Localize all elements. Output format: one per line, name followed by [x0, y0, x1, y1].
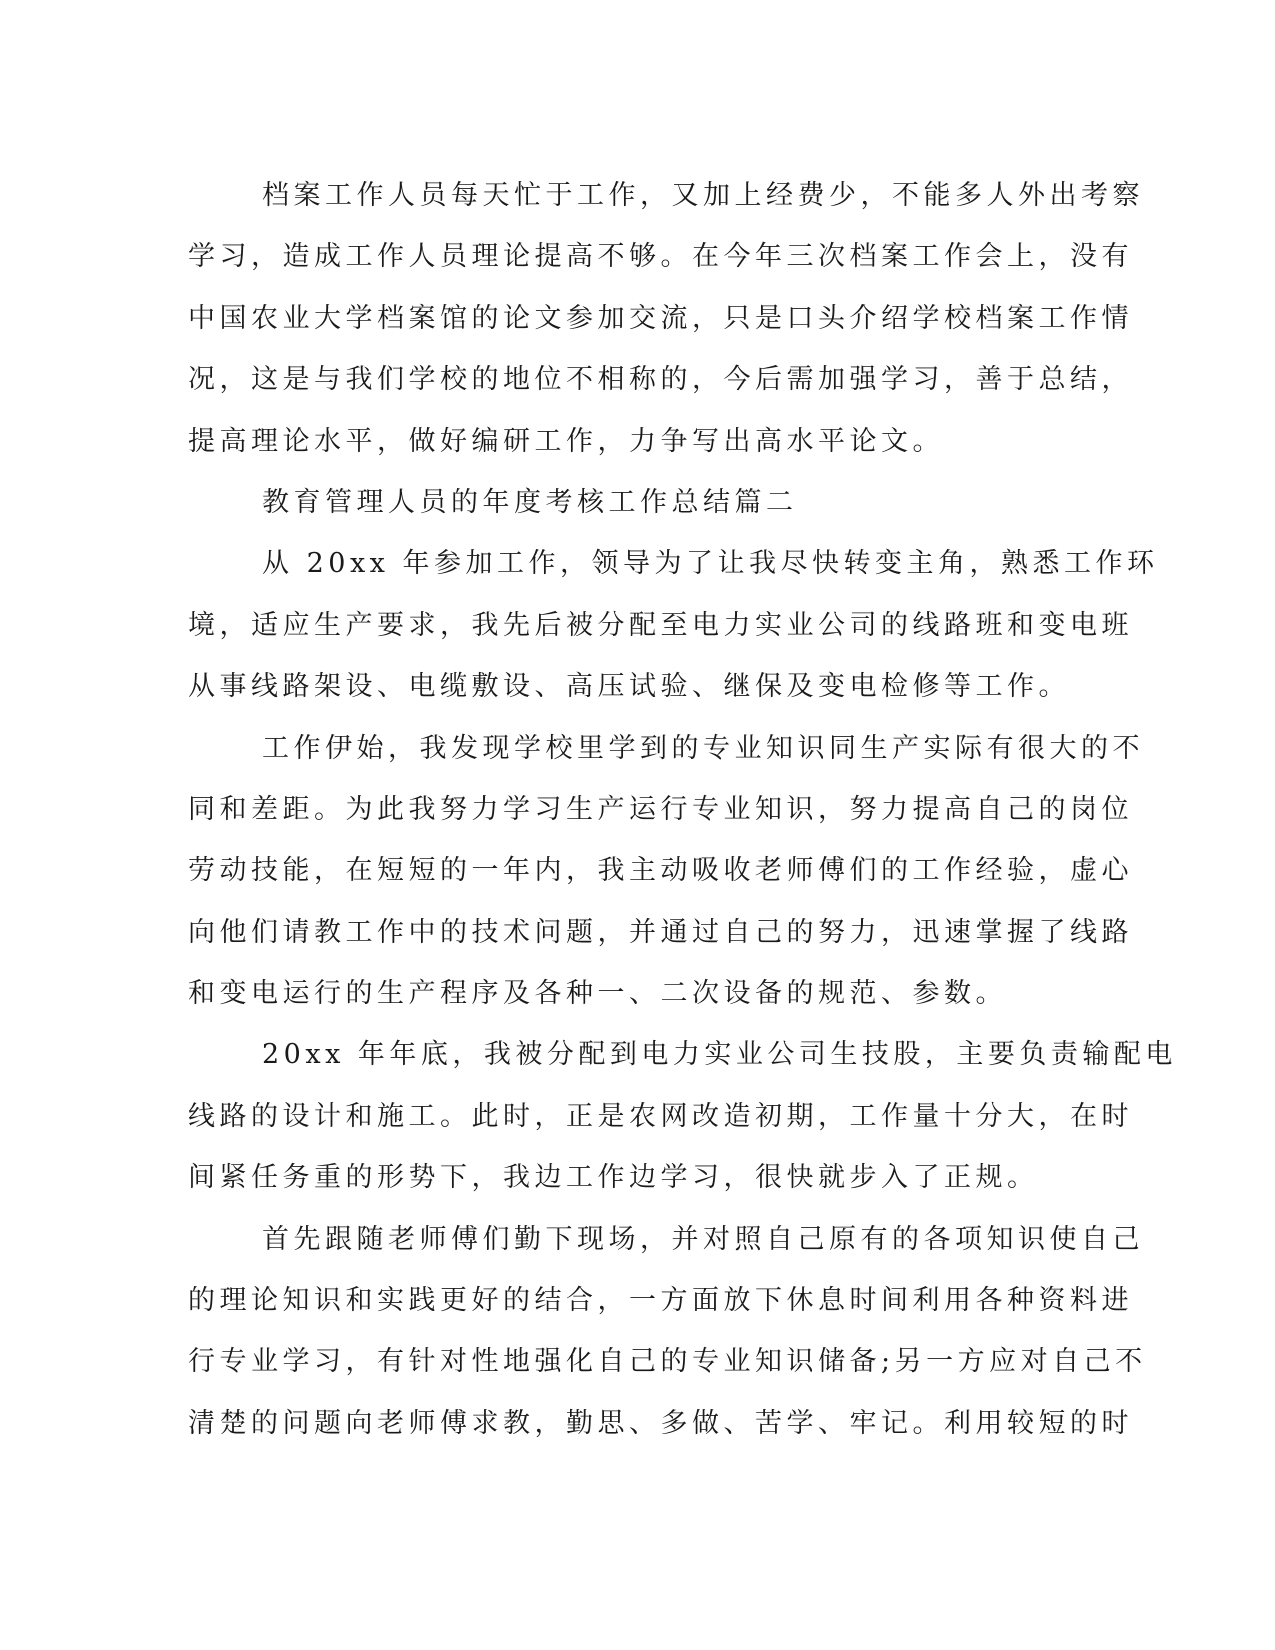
text-line: 同和差距。为此我努力学习生产运行专业知识，努力提高自己的岗位: [188, 793, 1133, 825]
text-line: 学习，造成工作人员理论提高不够。在今年三次档案工作会上，没有: [188, 241, 1133, 273]
text-line: 档案工作人员每天忙于工作，又加上经费少，不能多人外出考察: [262, 180, 1144, 211]
text-line: 工作伊始，我发现学校里学到的专业知识同生产实际有很大的不: [262, 732, 1144, 764]
text-line: 的理论知识和实践更好的结合，一方面放下休息时间利用各种资料进: [188, 1285, 1133, 1317]
text-line: 劳动技能，在短短的一年内，我主动吸收老师傅们的工作经验，虚心: [188, 855, 1133, 887]
document-body: [188, 165, 1177, 1454]
text-line: 和变电运行的生产程序及各种一、二次设备的规范、参数。: [188, 978, 1007, 1010]
text-line: 向他们请教工作中的技术问题，并通过自己的努力，迅速掌握了线路: [188, 916, 1133, 948]
text-line: 从 20xx 年参加工作，领导为了让我尽快转变主角，熟悉工作环: [262, 548, 1159, 580]
text-line: 线路的设计和施工。此时，正是农网改造初期，工作量十分大，在时: [188, 1100, 1133, 1132]
text-line: 清楚的问题向老师傅求教，勤思、多做、苦学、牢记。利用较短的时: [188, 1407, 1133, 1439]
text-line: 行专业学习，有针对性地强化自己的专业知识储备;另一方应对自己不: [188, 1346, 1147, 1378]
text-line: 从事线路架设、电缆敷设、高压试验、继保及变电检修等工作。: [188, 671, 1070, 703]
text-line: 况，这是与我们学校的地位不相称的，今后需加强学习，善于总结，: [188, 364, 1133, 396]
section-heading: 教育管理人员的年度考核工作总结篇二: [262, 486, 798, 518]
text-line: 提高理论水平，做好编研工作，力争写出高水平论文。: [188, 425, 944, 457]
text-line: 间紧任务重的形势下，我边工作边学习，很快就步入了正规。: [188, 1162, 1039, 1194]
text-line: 首先跟随老师傅们勤下现场，并对照自己原有的各项知识使自己: [262, 1223, 1144, 1255]
text-line: 境，适应生产要求，我先后被分配至电力实业公司的线路班和变电班: [188, 609, 1133, 641]
text-line: 中国农业大学档案馆的论文参加交流，只是口头介绍学校档案工作情: [188, 302, 1133, 334]
text-line: 20xx 年年底，我被分配到电力实业公司生技股，主要负责输配电: [262, 1039, 1177, 1071]
